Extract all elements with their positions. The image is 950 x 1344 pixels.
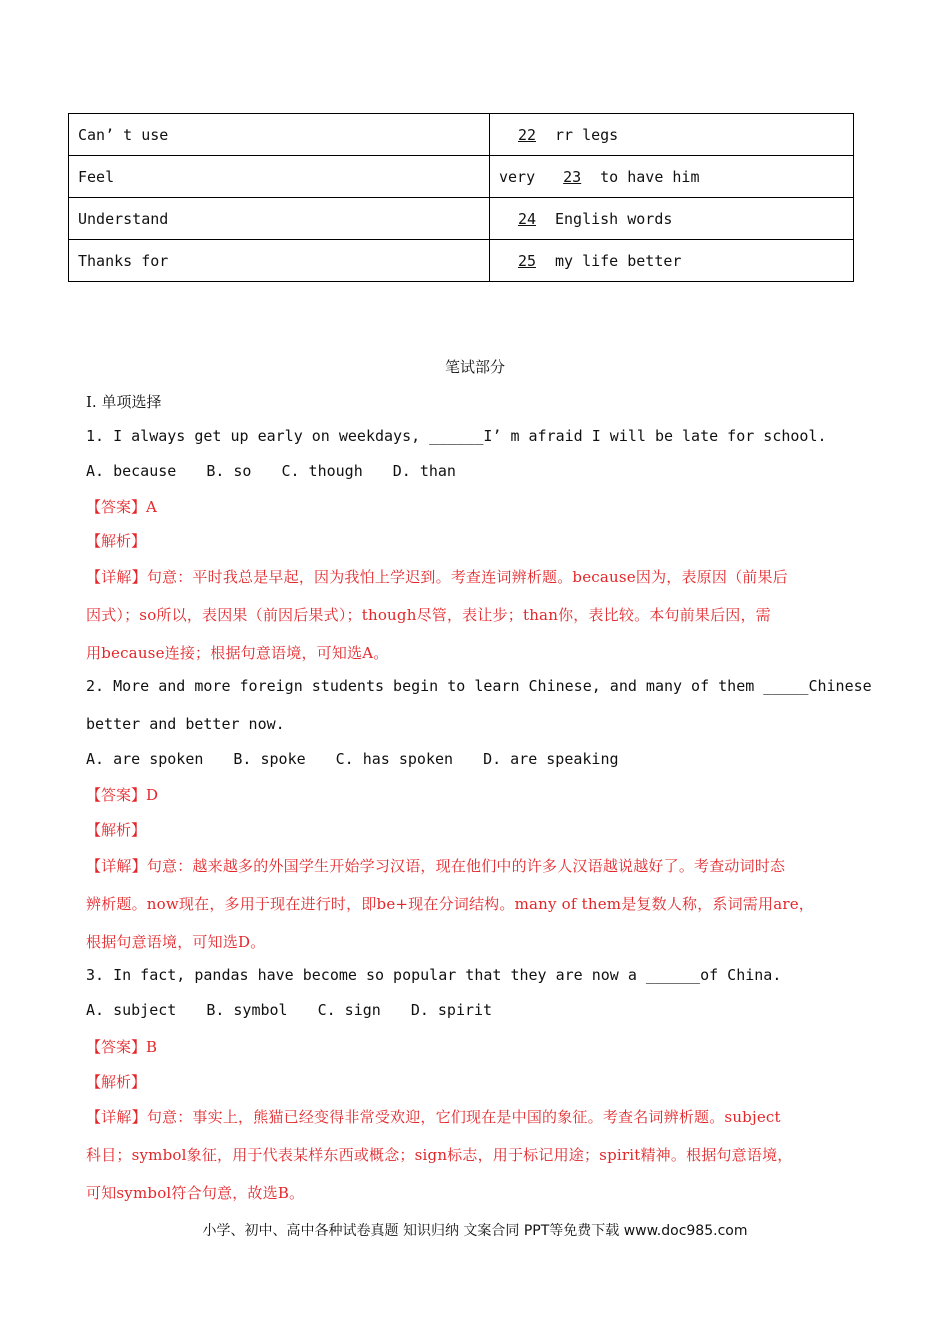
blank-22: 22	[517, 125, 537, 144]
option-c: C. has spoken	[335, 750, 454, 768]
section-title: 笔试部分	[444, 358, 505, 376]
question-2-detail-line: 辨析题。now现在，多用于现在进行时，即be+现在分词结构。many of them是复数人称，系词需用are，	[86, 895, 814, 913]
question-2-detail-line: 根据句意语境，可知选D。	[86, 933, 266, 951]
option-d: D. than	[392, 462, 456, 480]
table-row	[69, 240, 854, 282]
question-1-stem: 1. I always get up early on weekdays, ______I’ m afraid I will be late for school.	[86, 427, 827, 445]
question-1-detail-line: 【详解】句意：平时我总是早起，因为我怕上学迟到。考查连词辨析题。because因为，表原因（前果后	[86, 568, 788, 586]
fill-in-table	[68, 113, 854, 282]
question-2-analysis: 【解析】	[86, 821, 147, 839]
table-cell-right: 22 rr legs	[490, 114, 854, 156]
question-1-answer: 【答案】A	[86, 498, 157, 516]
table-cell-right: very 23 to have him	[490, 156, 854, 198]
option-c: C. though	[281, 462, 363, 480]
table-cell-left: Feel	[69, 156, 490, 198]
question-2-answer: 【答案】D	[86, 786, 159, 804]
question-1-detail-line: 因式）；so所以，表因果（前因后果式）；though尽管，表让步；than你，表比较。本句前果后因，需	[86, 606, 771, 624]
question-3-answer: 【答案】B	[86, 1038, 158, 1056]
question-1-options	[86, 462, 486, 480]
question-2-options	[86, 750, 649, 768]
table-row	[69, 156, 854, 198]
option-b: B. symbol	[206, 1001, 288, 1019]
blank-25: 25	[517, 251, 537, 270]
question-3-analysis: 【解析】	[86, 1073, 147, 1091]
question-2-stem-cont: better and better now.	[86, 715, 285, 733]
table-cell-left: Understand	[69, 198, 490, 240]
question-3-detail-line: 科目；symbol象征，用于代表某样东西或概念；sign标志，用于标记用途；spirit精神。根据句意语境，	[86, 1146, 793, 1164]
question-3-options	[86, 1001, 522, 1019]
option-c: C. sign	[317, 1001, 381, 1019]
part-heading: I. 单项选择	[86, 393, 162, 411]
footer-banner: 小学、初中、高中各种试卷真题 知识归纳 文案合同 PPT等免费下载 www.doc985.com	[202, 1223, 748, 1239]
option-a: A. subject	[86, 1001, 177, 1019]
table-row	[69, 114, 854, 156]
question-3-detail-line: 【详解】句意：事实上，熊猫已经变得非常受欢迎，它们现在是中国的象征。考查名词辨析题。subject	[86, 1108, 781, 1126]
question-2-stem: 2. More and more foreign students begin to learn Chinese, and many of them _____Chinese	[86, 677, 872, 695]
question-2-detail-line: 【详解】句意：越来越多的外国学生开始学习汉语，现在他们中的许多人汉语越说越好了。考查动词时态	[86, 857, 786, 875]
option-d: D. are speaking	[483, 750, 619, 768]
table-cell-right: 25 my life better	[490, 240, 854, 282]
question-1-detail-line: 用because连接；根据句意语境，可知选A。	[86, 644, 389, 662]
question-3-stem: 3. In fact, pandas have become so popular that they are now a ______of China.	[86, 966, 782, 984]
option-d: D. spirit	[410, 1001, 493, 1019]
option-b: B. so	[206, 462, 252, 480]
table-cell-right: 24 English words	[490, 198, 854, 240]
option-a: A. because	[86, 462, 177, 480]
option-a: A. are spoken	[86, 750, 204, 768]
question-1-analysis: 【解析】	[86, 532, 147, 550]
table-cell-left: Can’ t use	[69, 114, 490, 156]
table-row	[69, 198, 854, 240]
blank-23: 23	[563, 167, 582, 186]
option-b: B. spoke	[233, 750, 306, 768]
question-3-detail-line: 可知symbol符合句意，故选B。	[86, 1184, 305, 1202]
table-cell-left: Thanks for	[69, 240, 490, 282]
blank-24: 24	[517, 209, 537, 228]
